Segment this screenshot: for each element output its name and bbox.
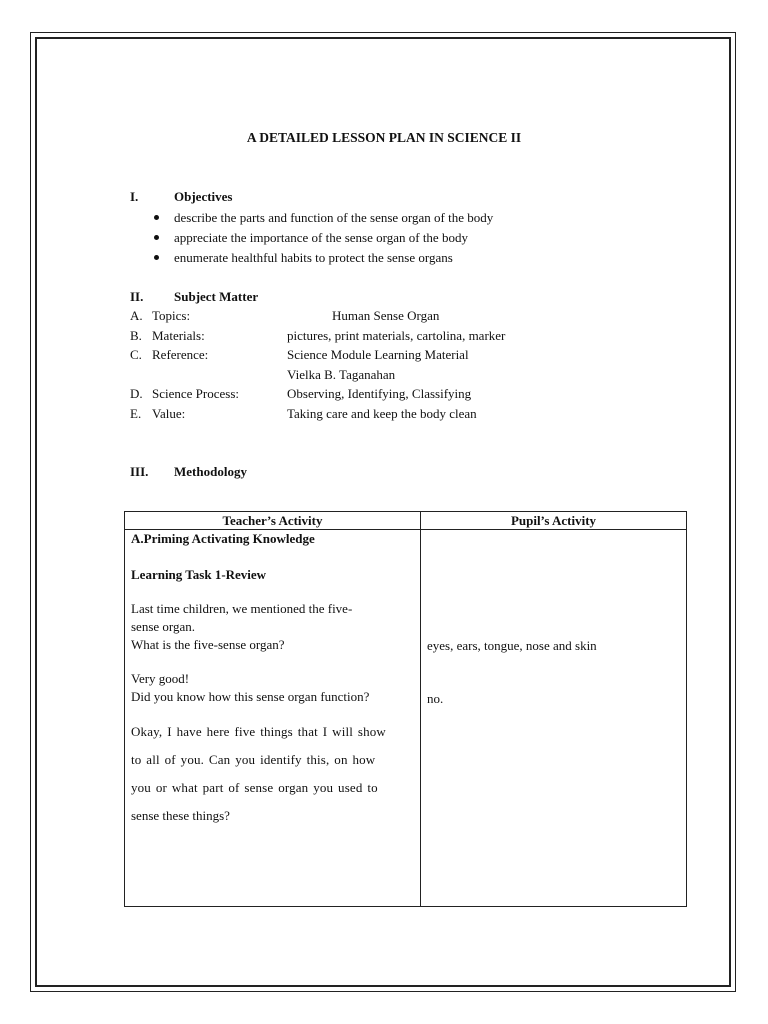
subject-row-materials: B. Materials: pictures, print materials, cartolina, marker xyxy=(130,327,506,343)
document-title: A DETAILED LESSON PLAN IN SCIENCE II xyxy=(246,130,522,145)
teacher-line: Last time children, we mentioned the five- xyxy=(131,601,353,616)
pupil-line: no. xyxy=(427,691,444,706)
teacher-line: Learning Task 1-Review xyxy=(131,567,267,582)
bullet-icon xyxy=(154,215,159,220)
subject-matter-number: II. xyxy=(130,289,144,304)
teacher-line: Okay, I have here five things that I will show xyxy=(131,724,386,739)
subject-row-reference-author: Vielka B. Taganahan xyxy=(287,366,396,382)
teacher-line: A.Priming Activating Knowledge xyxy=(131,531,315,546)
teacher-line: to all of you. Can you identify this, on how xyxy=(131,752,376,767)
objective-item: enumerate healthful habits to protect the sense organs xyxy=(152,248,493,268)
methodology-number: III. xyxy=(130,464,149,479)
subject-row-reference: C. Reference: Science Module Learning Material xyxy=(130,347,469,362)
objectives-number: I. xyxy=(130,189,139,204)
teacher-line: Did you know how this sense organ function? xyxy=(131,689,370,704)
subject-row-topics: A. Topics: Human Sense Organ xyxy=(130,308,440,323)
subject-row-value: E. Value: Taking care and keep the body clean xyxy=(130,405,477,421)
teacher-line: Very good! xyxy=(131,671,190,686)
teacher-activity-header: Teacher’s Activity xyxy=(125,512,421,530)
subject-matter-heading: Subject Matter xyxy=(174,289,259,304)
objectives-list xyxy=(152,208,493,268)
table-header-row xyxy=(125,512,687,530)
bullet-icon xyxy=(154,255,159,260)
table-row xyxy=(125,530,687,907)
pupil-activity-cell xyxy=(421,530,687,907)
objective-item: appreciate the importance of the sense organ of the body xyxy=(152,228,493,248)
subject-matter-rows xyxy=(130,306,505,423)
pupil-line: eyes, ears, tongue, nose and skin xyxy=(427,638,597,653)
objective-item: describe the parts and function of the sense organ of the body xyxy=(152,208,493,228)
methodology-table xyxy=(124,511,687,907)
teacher-line: you or what part of sense organ you used to xyxy=(131,780,378,795)
subject-row-science-process: D. Science Process: Observing, Identifying, Classifying xyxy=(130,386,472,401)
teacher-line: sense organ. xyxy=(131,619,196,634)
pupil-activity-header: Pupil’s Activity xyxy=(421,512,687,530)
methodology-heading: Methodology xyxy=(174,464,247,479)
teacher-activity-cell xyxy=(125,530,421,907)
bullet-icon xyxy=(154,235,159,240)
teacher-line: What is the five-sense organ? xyxy=(131,637,285,652)
teacher-line: sense these things? xyxy=(131,808,230,823)
objectives-heading: Objectives xyxy=(174,189,233,204)
